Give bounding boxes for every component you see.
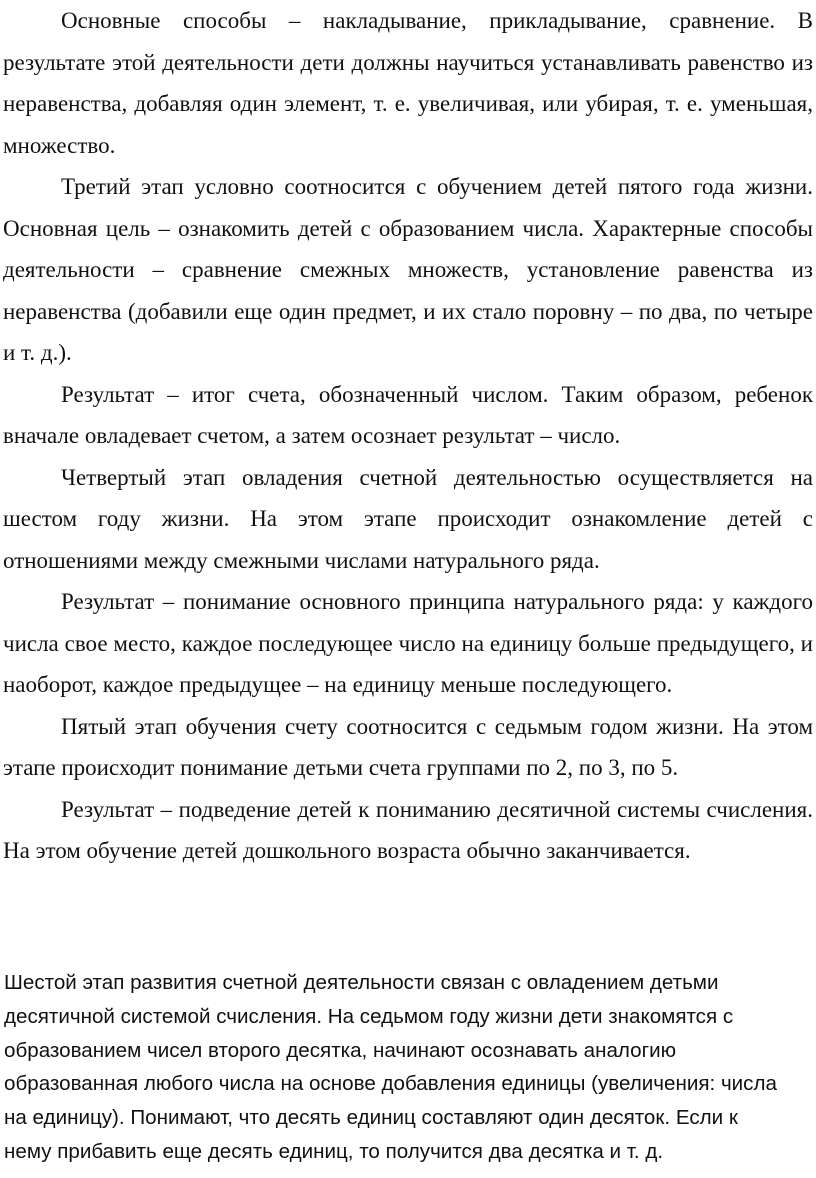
paragraph-third-stage: Третий этап условно соотносится с обучением детей пятого года жизни. Основная цель – ознакомить детей с образованием числа. Характерные способы деятельности – сравнение смежных множеств, установление равенства из неравенства (добавили еще один предмет, и их стало поровну – по два, по четыре и т. д.). <box>3 174 813 365</box>
paragraph-fourth-stage: Четвертый этап овладения счетной деятельностью осуществляется на шестом году жизни. На этом этапе происходит ознакомление детей с отношениями между смежными числами натурального ряда. <box>3 464 813 573</box>
paragraph-fifth-stage: Пятый этап обучения счету соотносится с седьмым годом жизни. На этом этапе происходит понимание детьми счета группами по 2, по 3, по 5. <box>3 713 813 780</box>
paragraph-fourth-result: Результат – понимание основного принципа натурального ряда: у каждого числа свое место, каждое последующее число на единицу больше предыдущего, и наоборот, каждое предыдущее – на единицу меньше последующего. <box>3 589 813 697</box>
paragraph-sixth-stage: Шестой этап развития счетной деятельности связан с овладением детьми десятичной системой счисления. На седьмом году жизни дети знакомятся с образованием чисел второго десятка, начинают осознавать аналогию образованная любого числа на основе добавления единицы (увеличения: числа на единицу). Понимают, что десять единиц составляют один десяток. Если к нему прибавить еще десять единиц, то получится два десятка и т. д. <box>4 971 777 1163</box>
paragraph-third-result: Результат – итог счета, обозначенный числом. Таким образом, ребенок вначале овладевает счетом, а затем осознает результат – число. <box>3 381 813 448</box>
paragraph-fifth-result: Результат – подведение детей к пониманию десятичной системы счисления. На этом обучение детей дошкольного возраста обычно заканчивается. <box>3 796 813 863</box>
sixth-stage-text <box>0 966 816 1169</box>
paragraph-methods: Основные способы – накладывание, прикладывание, сравнение. В результате этой деятельности дети должны научиться устанавливать равенство из неравенства, добавляя один элемент, т. е. увеличивая, или убирая, т. е. уменьшая, множество. <box>3 8 813 158</box>
